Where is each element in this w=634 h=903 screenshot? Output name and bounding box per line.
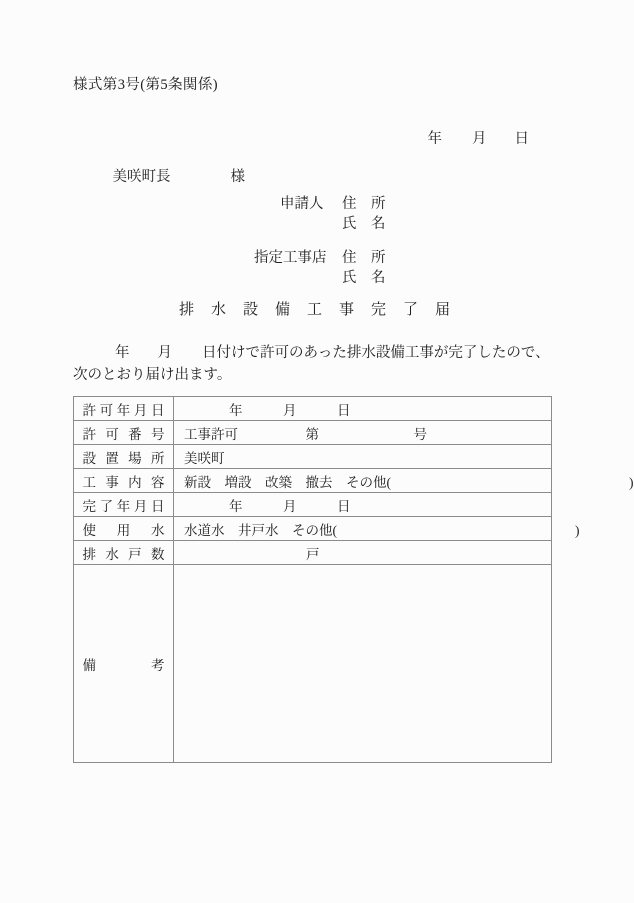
row-label-water-source: 使用水: [74, 517, 174, 541]
body-date-year: 年: [115, 345, 130, 361]
work-content-paren-close: ): [629, 474, 634, 490]
body-date-month: 月: [157, 345, 172, 361]
row-value-completion-date[interactable]: 年 月 日: [174, 493, 552, 517]
body-paragraph: [73, 342, 557, 386]
row-value-permit-number[interactable]: 工事許可 第 号: [174, 421, 552, 445]
addressee-name: 美咲町長: [112, 168, 171, 185]
row-label-work-content: 工事内容: [74, 469, 174, 493]
row-value-remarks[interactable]: [174, 565, 552, 763]
row-label-household-count: 排水戸数: [74, 541, 174, 565]
row-value-household-count[interactable]: [174, 541, 552, 565]
table-row: [74, 421, 552, 445]
contractor-address-label: 住 所: [342, 250, 386, 266]
table-row: [74, 469, 552, 493]
contractor-name-label: 氏 名: [342, 270, 386, 286]
table-row: [74, 541, 552, 565]
row-value-permit-date[interactable]: 年 月 日: [174, 397, 552, 421]
work-content-options: 新設 増設 改築 撤去 その他(: [184, 474, 391, 490]
table-row: [74, 517, 552, 541]
header-date-day: 日: [514, 130, 529, 147]
water-source-paren-close: ): [575, 522, 580, 538]
row-label-remarks: 備考: [74, 565, 174, 763]
table-row: [74, 493, 552, 517]
applicant-name-label: 氏 名: [342, 216, 386, 232]
applicant-role-label: 申請人: [280, 196, 324, 212]
contractor-role-label: 指定工事店: [254, 250, 327, 266]
header-date-line: [413, 117, 529, 161]
table-row: [74, 445, 552, 469]
contractor-address-row: [254, 248, 386, 268]
table-row-remarks: [74, 565, 552, 763]
row-label-install-location: 設置場所: [74, 445, 174, 469]
row-label-completion-date: 完了年月日: [74, 493, 174, 517]
row-value-install-location[interactable]: 美咲町: [174, 445, 552, 469]
row-label-permit-number: 許可番号: [74, 421, 174, 445]
completion-report-table: [73, 396, 634, 763]
contractor-name-row: [254, 268, 386, 288]
table-row: [74, 397, 552, 421]
body-text: 日付けで許可のあった排水設備工事が完了したので、次のとおり届け出ます。: [73, 345, 550, 383]
document-title: 排 水 設 備 工 事 完 了 届: [178, 302, 451, 318]
contractor-block: [254, 248, 386, 288]
header-date-year: 年: [427, 130, 442, 147]
applicant-block: [280, 194, 386, 234]
addressee: [98, 155, 245, 199]
applicant-address-row: [280, 194, 386, 214]
header-date-month: 月: [472, 130, 487, 147]
row-label-permit-date: 許可年月日: [74, 397, 174, 421]
applicant-address-label: 住 所: [342, 196, 386, 212]
addressee-honorific: 様: [230, 168, 245, 185]
applicant-name-row: [280, 214, 386, 234]
row-value-water-source[interactable]: [174, 517, 580, 541]
water-source-options: 水道水 井戸水 その他(: [184, 522, 337, 538]
household-count-unit: 戸: [306, 546, 320, 562]
form-number: 様式第3号(第5条関係): [73, 77, 218, 93]
row-value-work-content[interactable]: [174, 469, 634, 493]
